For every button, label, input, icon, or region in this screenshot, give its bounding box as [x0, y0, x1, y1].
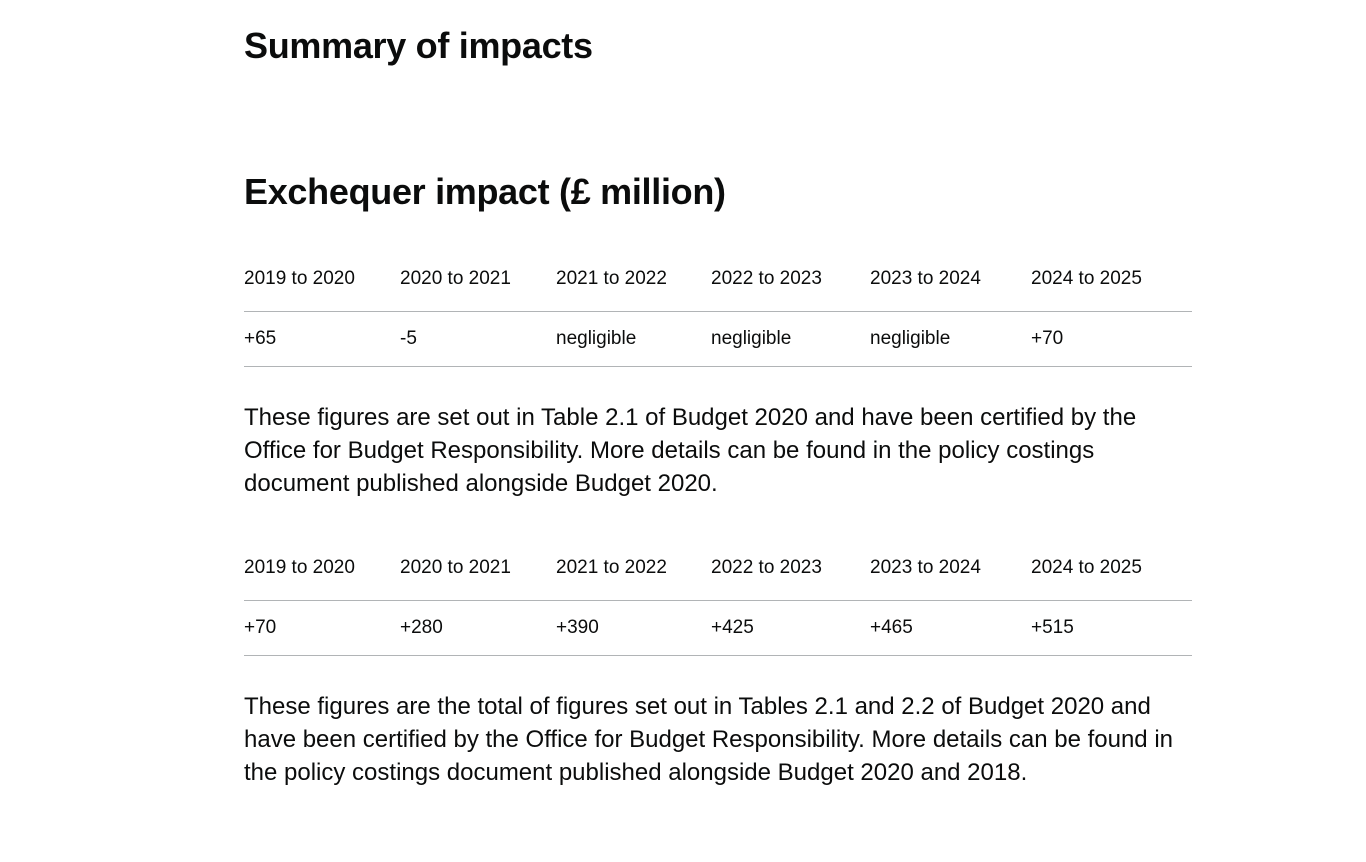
table-cell: +515: [1031, 600, 1192, 655]
table-cell: +390: [556, 600, 711, 655]
table-cell: -5: [400, 311, 556, 366]
column-header: 2020 to 2021: [400, 256, 556, 311]
table-2-note: These figures are the total of figures set out in Tables 2.1 and 2.2 of Budget 2020 and have been certified by the Office for Budget Responsibility. More details can be found in the policy costings document published alongside Budget 2020 and 2018.: [244, 693, 1173, 786]
table-cell: +465: [870, 600, 1031, 655]
column-header: 2019 to 2020: [244, 256, 400, 311]
column-header: 2024 to 2025: [1031, 256, 1192, 311]
exchequer-impact-heading: Exchequer impact (£ million): [244, 171, 726, 212]
column-header: 2023 to 2024: [870, 256, 1031, 311]
column-header: 2024 to 2025: [1031, 545, 1192, 600]
table-cell: +425: [711, 600, 870, 655]
table-row: [244, 600, 1192, 655]
column-header: 2021 to 2022: [556, 256, 711, 311]
column-header: 2020 to 2021: [400, 545, 556, 600]
column-header: 2023 to 2024: [870, 545, 1031, 600]
table-cell: +65: [244, 311, 400, 366]
table-1-note: These figures are set out in Table 2.1 of Budget 2020 and have been certified by the Office for Budget Responsibility. More details can be found in the policy costings document published alongside Budget 2020.: [244, 404, 1137, 497]
column-header: 2022 to 2023: [711, 256, 870, 311]
column-header: 2022 to 2023: [711, 545, 870, 600]
table-cell: +70: [1031, 311, 1192, 366]
table-row: [244, 311, 1192, 366]
table-cell: negligible: [556, 311, 711, 366]
column-header: 2021 to 2022: [556, 545, 711, 600]
column-header: 2019 to 2020: [244, 545, 400, 600]
table-cell: negligible: [711, 311, 870, 366]
summary-of-impacts-heading: Summary of impacts: [244, 25, 593, 66]
table-cell: +280: [400, 600, 556, 655]
table-header-row: [244, 545, 1192, 600]
table-header-row: [244, 256, 1192, 311]
exchequer-impact-table-1: [244, 256, 1192, 367]
table-cell: +70: [244, 600, 400, 655]
exchequer-impact-table-2: [244, 545, 1192, 656]
table-cell: negligible: [870, 311, 1031, 366]
